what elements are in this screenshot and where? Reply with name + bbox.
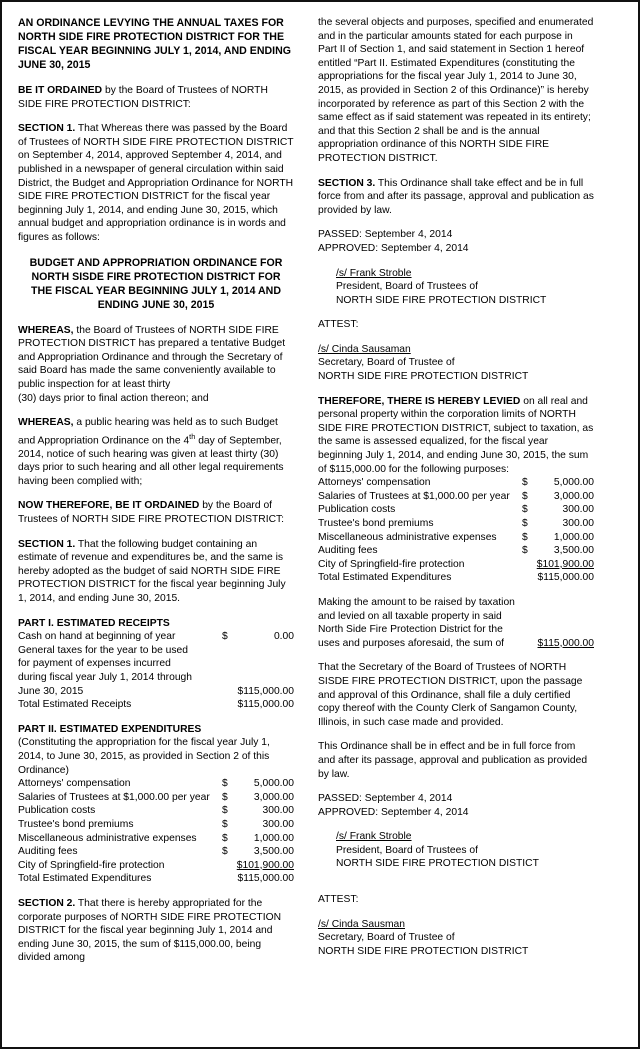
amount-row-label: Cash on hand at beginning of year <box>18 631 176 643</box>
amount-row-currency: $ <box>522 504 528 516</box>
amount-row-label: Total Estimated Receipts <box>18 699 132 711</box>
part-2-note: (Constituting the appropriation for the fiscal year July 1, 2014, to June 30, 2015, as provided in Section 2 of this Ordinance) <box>18 737 270 776</box>
signature-president-1-district: NORTH SIDE FIRE PROTECTION DISTRICT <box>336 294 547 306</box>
amount-row-value: $101,900.00 <box>536 558 594 570</box>
amount-row-label: Attorneys' compensation <box>318 477 431 489</box>
levy-body: on all real and personal property within the corporation limits of NORTH SIDE FIRE PROTECTION DISTRICT, subject to taxation, as the same is assessed equalized, for the fiscal year beginning July 1, 2014, and ending June 30, 2015, the sum of $115,000.00 for the following purposes: <box>318 395 594 475</box>
whereas-2-lead: WHEREAS, <box>18 417 74 429</box>
section-3-paragraph <box>318 177 594 218</box>
amount-row <box>318 503 594 517</box>
amount-row <box>18 777 294 791</box>
whereas-2-ordinal: th <box>189 431 196 441</box>
signature-secretary-2: /s/ Cinda Sausman <box>318 918 405 930</box>
amount-row-label: Trustee's bond premiums <box>318 518 434 529</box>
amount-row <box>318 517 594 531</box>
part-1-heading: PART I. ESTIMATED RECEIPTS <box>18 617 170 629</box>
amount-row-label: General taxes for the year to be used <box>18 644 188 656</box>
signature-block-president-2 <box>318 830 594 871</box>
amount-row <box>318 571 594 585</box>
amount-row-label: Auditing fees <box>18 846 78 858</box>
secretary-filing-paragraph: That the Secretary of the Board of Trustees of NORTH SISDE FIRE PROTECTION DISTRICT, upon the passage and approval of this Ordinance, shall file a duly certified copy thereof with the County Clerk of Sangamon County, Illinois, in such case made and provided. <box>318 662 583 728</box>
levy-tail-line: and levied on all taxable property in said <box>318 610 502 622</box>
levy-tail-line: North Side Fire Protection District for the <box>318 624 503 636</box>
amount-row-value: 300.00 <box>562 504 594 516</box>
section-2-continued: the several objects and purposes, specified and enumerated and in the particular amounts stated for each purpose in Part II of Section 1, and said statement in Section 1 hereof entitled “Part II. Estimated Expenditures (constituting the appropriations for the fiscal year July 1, 2014 to June 30, 2015, as provided in Section 2 of this Ordinance)” is hereby incorporated by reference as part of this Section 2 with the same effect as if said statement was repeated in its entirety; and that this Section 2 shall be and is the annual appropriation ordinance of this NORTH SIDE FIRE PROTECTION DISTRICT. <box>318 17 594 164</box>
levy-paragraph <box>318 395 594 477</box>
levy-final-label: uses and purposes aforesaid, the sum of <box>318 637 505 649</box>
amount-row <box>18 845 294 859</box>
attest-label-1: ATTEST: <box>318 319 359 331</box>
amount-row <box>18 644 294 658</box>
budget-ordinance-title: BUDGET AND APPROPRIATION ORDINANCE FOR NORTH SISDE FIRE PROTECTION DISTRICT FOR THE FISCAL YEAR BEGINNING JULY 1, 2014 AND ENDING JUNE 30, 2015 <box>29 256 283 311</box>
now-therefore-lead: NOW THEREFORE, BE IT ORDAINED <box>18 500 200 512</box>
amount-row-currency: $ <box>222 631 228 643</box>
two-column-layout <box>2 2 638 1047</box>
section-3-heading: SECTION 3. <box>318 177 376 189</box>
effective-paragraph: This Ordinance shall be in effect and be in full force from and after its passage, approval and publication as provided by law. <box>318 741 588 780</box>
amount-row-label: for payment of expenses incurred <box>18 658 171 670</box>
amount-row <box>318 544 594 558</box>
amount-row-currency: $ <box>222 778 228 790</box>
amount-row <box>318 490 594 504</box>
section-2-heading: SECTION 2. <box>18 897 76 909</box>
amount-row <box>318 558 594 572</box>
amount-row-currency: $ <box>522 531 528 543</box>
amount-row-value: 0.00 <box>273 631 294 643</box>
amount-row-value: 3,500.00 <box>253 846 294 858</box>
amount-row-label: Miscellaneous administrative expenses <box>18 832 197 844</box>
amount-row-label: Attorneys' compensation <box>18 778 131 790</box>
amount-row-currency: $ <box>522 490 528 502</box>
signature-secretary-1-title: Secretary, Board of Trustee of <box>318 357 455 369</box>
amount-row-label: Publication costs <box>18 805 96 817</box>
amount-row-currency: $ <box>222 832 228 844</box>
amount-row-label: Total Estimated Expenditures <box>18 873 152 885</box>
levy-tail-line: Making the amount to be raised by taxation <box>318 596 515 608</box>
signature-block-secretary-2 <box>318 918 594 959</box>
amount-row-label: Trustee's bond premiums <box>18 818 134 830</box>
amount-row-value: 1,000.00 <box>253 832 294 844</box>
passed-date-1: PASSED: September 4, 2014 <box>318 229 453 241</box>
attest-label-2: ATTEST: <box>318 894 359 906</box>
passed-date-2: PASSED: September 4, 2014 <box>318 793 453 805</box>
page-title: AN ORDINANCE LEVYING THE ANNUAL TAXES FOR NORTH SIDE FIRE PROTECTION DISTRICT FOR THE FISCAL YEAR BEGINNING JULY 1, 2014, AND ENDING JUNE 30, 2015 <box>18 17 291 71</box>
amount-row <box>318 476 594 490</box>
whereas-2-paragraph <box>18 416 294 488</box>
section-2-paragraph <box>18 897 294 965</box>
section-1-heading: SECTION 1. <box>18 123 76 135</box>
signature-president-2-district: NORTH SIDE FIRE PROTECTION DISTICT <box>336 858 539 870</box>
amount-row-currency: $ <box>222 805 228 817</box>
amount-row-label: Auditing fees <box>318 545 378 557</box>
approved-date-2: APPROVED: September 4, 2014 <box>318 806 469 818</box>
signature-block-secretary-1 <box>318 343 594 384</box>
section-2-body: That there is hereby appropriated for the corporate purposes of NORTH SIDE FIRE PROTECTION DISTRICT for the fiscal year beginning July 1, 2014 and ending June 30, 2015, the sum of $115,000.00, being divided among <box>18 897 282 964</box>
section-1-paragraph <box>18 122 294 244</box>
levy-lead: THEREFORE, THERE IS HEREBY LEVIED <box>318 395 521 407</box>
approved-date-1: APPROVED: September 4, 2014 <box>318 242 469 254</box>
amount-row-value: 3,000.00 <box>553 490 594 502</box>
amount-row <box>18 685 294 699</box>
whereas-1-paragraph <box>18 324 294 392</box>
amount-row-label: during fiscal year July 1, 2014 through <box>18 672 193 684</box>
amount-row-value: 300.00 <box>562 518 594 529</box>
right-column <box>306 16 594 1037</box>
amount-row-label: Total Estimated Expenditures <box>318 572 452 584</box>
amount-row-value: 3,500.00 <box>553 545 594 557</box>
be-it-ordained-lead: BE IT ORDAINED <box>18 85 103 96</box>
signature-president-1-title: President, Board of Trustees of <box>336 281 478 293</box>
whereas-1-line2: (30) days prior to final action thereon; and <box>18 392 209 404</box>
section-1-body: That Whereas there was passed by the Board of Trustees of NORTH SIDE FIRE PROTECTION DISTRICT on September 4, 2014, approved September 4, 2014, and published in a newspaper of general circulation within said District, the Budget and Appropriation Ordinance for NORTH SIDE FIRE PROTECTION DISTRICT for the fiscal year beginning July 1, 2014, and ending June 30, 2015, which annual budget and appropriation ordinance is in words and figures as follows: <box>18 123 294 243</box>
signature-secretary-1-district: NORTH SIDE FIRE PROTECTION DISTRICT <box>318 371 529 383</box>
amount-row-value: $115,000.00 <box>237 699 294 711</box>
amount-row-currency: $ <box>222 791 228 803</box>
amount-row-value: $115,000.00 <box>537 572 594 584</box>
signature-secretary-2-title: Secretary, Board of Trustee of <box>318 932 455 944</box>
amount-row-currency: $ <box>222 818 228 830</box>
whereas-2-part2: day of September, 2014, notice of such hearing was given at least thirty (30) days prior to such hearing and all other legal requirements having been complied with; <box>18 435 284 487</box>
signature-president-1: /s/ Frank Stroble <box>336 267 412 279</box>
left-column <box>18 16 306 1037</box>
levy-final-amount: $115,000.00 <box>537 637 594 649</box>
amount-row-value: $115,000.00 <box>237 685 294 697</box>
be-it-ordained-rest: by the Board of Trustees of NORTH SIDE FIRE PROTECTION DISTRICT: <box>18 85 268 110</box>
section-3-body: This Ordinance shall take effect and be in full force from and after its passage, approval and publication as provided by law. <box>318 177 594 216</box>
amount-row-currency: $ <box>522 518 528 529</box>
now-therefore-rest: by the Board of Trustees of NORTH SIDE FIRE PROTECTION DISTRICT: <box>18 500 285 526</box>
amount-row-label: Publication costs <box>318 504 396 516</box>
amount-row-currency: $ <box>222 846 228 858</box>
amount-row-value: 300.00 <box>262 805 294 817</box>
signature-block-president-1 <box>318 267 594 308</box>
amount-row-currency: $ <box>522 477 528 489</box>
signature-secretary-1: /s/ Cinda Sausaman <box>318 343 411 355</box>
whereas-1-body: the Board of Trustees of NORTH SIDE FIRE PROTECTION DISTRICT has prepared a tentative Budget and Appropriation Ordinance and through the Secretary of said Board has made the same conveniently available to public inspection for at least thirty <box>18 324 286 390</box>
part-2-heading: PART II. ESTIMATED EXPENDITURES <box>18 723 202 735</box>
amount-row <box>18 832 294 846</box>
whereas-2-part1: a public hearing was held as to such Budget and Appropriation Ordinance on the 4 <box>18 417 278 447</box>
estimated-receipts-table <box>18 630 294 712</box>
amount-row-label: Salaries of Trustees at $1,000.00 per year <box>18 791 210 803</box>
amount-row-value: $115,000.00 <box>237 873 294 885</box>
be-it-ordained-paragraph <box>18 84 294 111</box>
amount-row <box>18 791 294 805</box>
levy-final-row <box>318 637 594 651</box>
amount-row <box>18 818 294 832</box>
amount-row-label: June 30, 2015 <box>18 685 84 697</box>
amount-row <box>18 657 294 671</box>
amount-row <box>18 671 294 685</box>
levy-tail-block <box>318 596 594 650</box>
signature-president-2: /s/ Frank Stroble <box>336 831 412 843</box>
signature-secretary-2-district: NORTH SIDE FIRE PROTECTION DISTRICT <box>318 945 529 957</box>
amount-row-value: 3,000.00 <box>253 791 294 803</box>
amount-row <box>18 859 294 873</box>
amount-row-label: Salaries of Trustees at $1,000.00 per year <box>318 490 510 502</box>
signature-president-2-title: President, Board of Trustees of <box>336 844 478 856</box>
amount-row <box>18 872 294 886</box>
amount-row <box>18 804 294 818</box>
amount-row-value: 300.00 <box>262 818 294 830</box>
whereas-1-lead: WHEREAS, <box>18 324 74 336</box>
amount-row-value: 1,000.00 <box>553 531 594 543</box>
amount-row-value: 5,000.00 <box>553 477 594 489</box>
section-1b-body: That the following budget containing an estimate of revenue and expenditures be, and the same is hereby adopted as the budget of said NORTH SIDE FIRE PROTECTION DISTRICT for the fiscal year beginning July 1, 2014, and ending June 30, 2015. <box>18 538 286 605</box>
amount-row-label: Miscellaneous administrative expenses <box>318 531 497 543</box>
amount-row-currency: $ <box>522 545 528 557</box>
amount-row <box>18 698 294 712</box>
amount-row-label: City of Springfield-fire protection <box>318 558 465 570</box>
section-1b-heading: SECTION 1. <box>18 538 76 550</box>
levy-amounts-table <box>318 476 594 585</box>
estimated-expenditures-table <box>18 777 294 886</box>
now-therefore-paragraph <box>18 499 294 526</box>
amount-row <box>18 630 294 644</box>
spacer <box>318 882 594 893</box>
amount-row <box>318 531 594 545</box>
section-1b-paragraph <box>18 538 294 606</box>
amount-row-value: 5,000.00 <box>253 778 294 790</box>
amount-row-label: City of Springfield-fire protection <box>18 859 165 871</box>
amount-row-value: $101,900.00 <box>236 859 294 871</box>
